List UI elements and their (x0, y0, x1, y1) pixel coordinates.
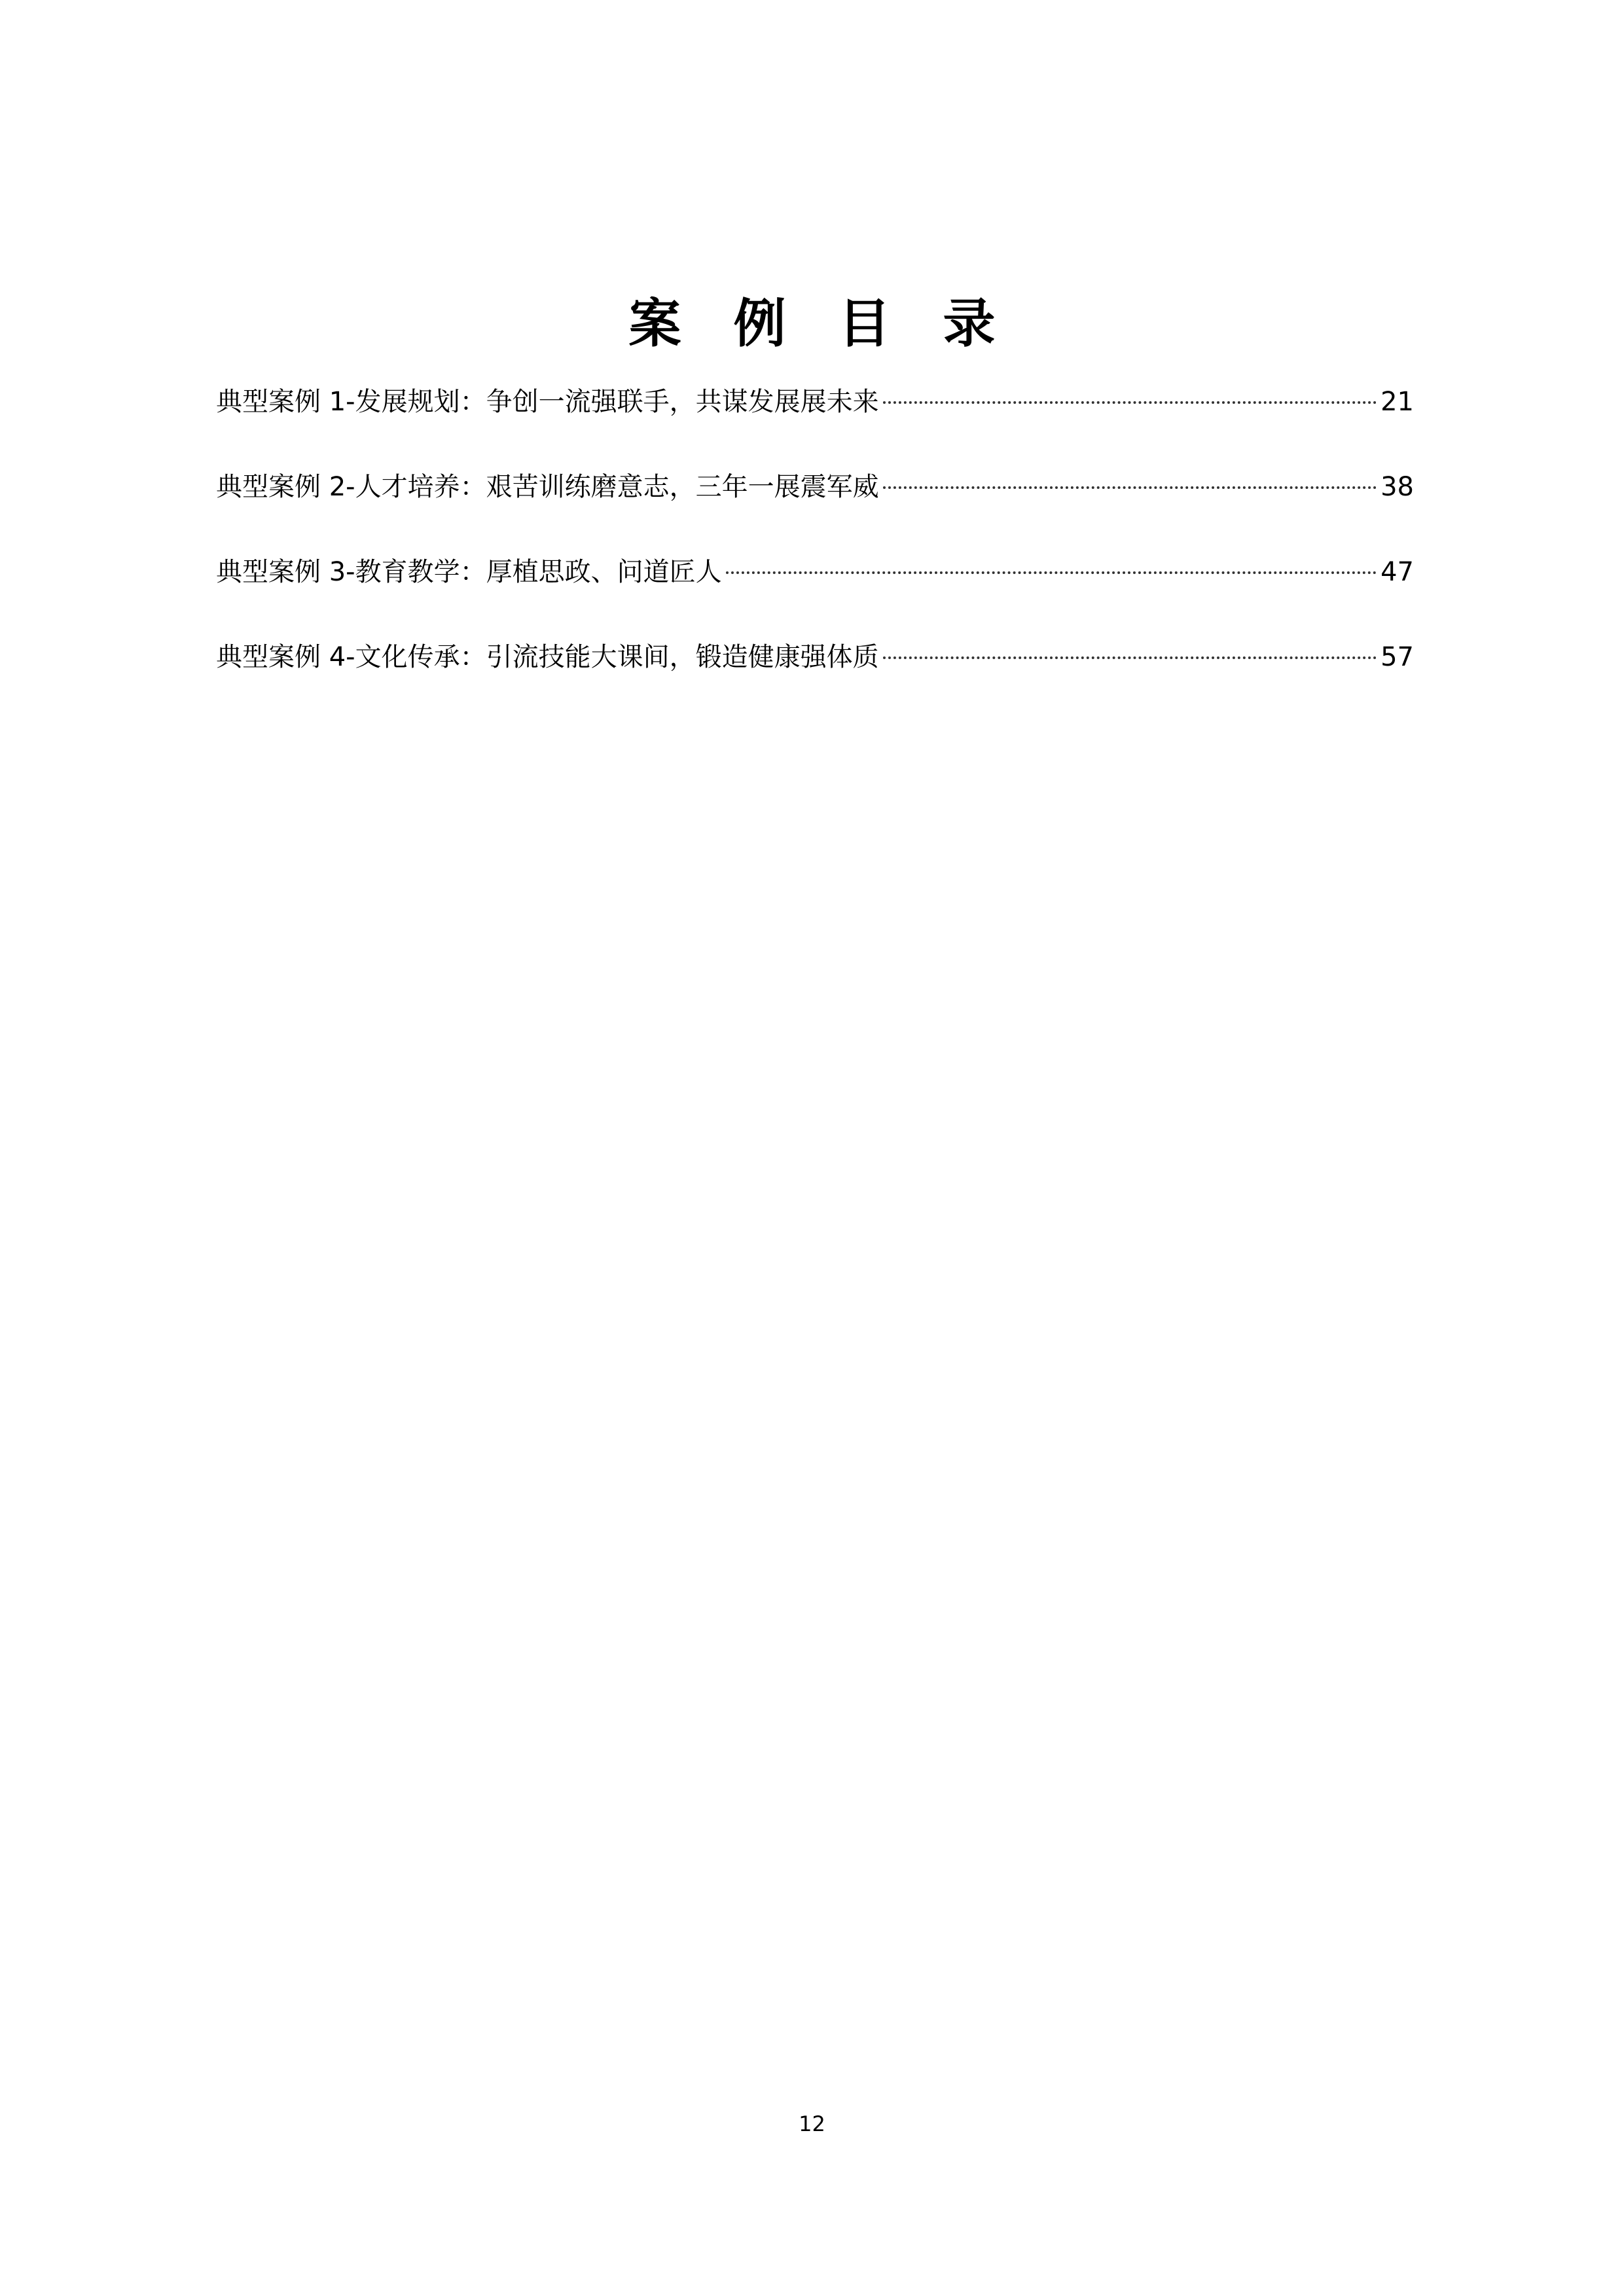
toc-entry-label[interactable]: 典型案例 1-发展规划：争创一流强联手，共谋发展展未来 (216, 387, 879, 417)
title-char: 例 (733, 293, 786, 354)
toc-entry-3[interactable] (216, 548, 1414, 634)
table-of-contents (216, 378, 1414, 719)
toc-dot-leader (726, 571, 1377, 574)
toc-entry-page[interactable]: 47 (1380, 557, 1414, 587)
toc-entry-page[interactable]: 38 (1380, 472, 1414, 502)
toc-entry-2[interactable] (216, 463, 1414, 548)
toc-entry-label[interactable]: 典型案例 2-人才培养：艰苦训练磨意志，三年一展震军威 (216, 472, 879, 502)
title-char: 录 (943, 293, 996, 354)
toc-dot-leader (883, 401, 1377, 404)
toc-entry-label[interactable]: 典型案例 4-文化传承：引流技能大课间，锻造健康强体质 (216, 642, 879, 672)
toc-dot-leader (883, 486, 1377, 489)
page-number: 12 (799, 2111, 825, 2136)
toc-entry-4[interactable] (216, 634, 1414, 719)
toc-dot-leader (883, 656, 1377, 659)
toc-entry-1[interactable] (216, 378, 1414, 463)
title-char: 案 (628, 293, 681, 354)
toc-entry-page[interactable]: 21 (1380, 387, 1414, 417)
page-title (0, 288, 1624, 360)
toc-entry-page[interactable]: 57 (1380, 642, 1414, 672)
toc-entry-label[interactable]: 典型案例 3-教育教学：厚植思政、问道匠人 (216, 557, 722, 587)
title-char: 目 (838, 293, 891, 354)
